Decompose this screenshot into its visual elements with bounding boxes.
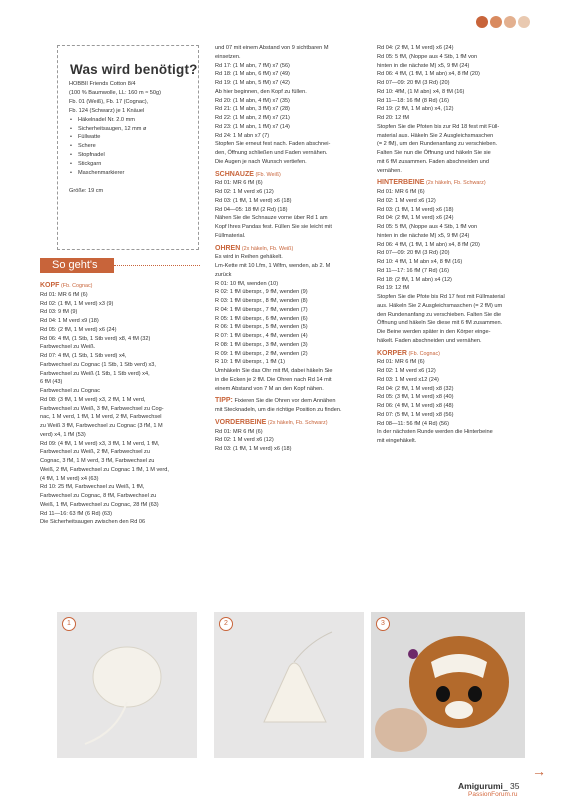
instruction-line: Öffnung und häkeln Sie diese mit 6 fM zusammen. bbox=[377, 320, 503, 327]
instruction-line: hinten in die nächste M) x5, 9 fM (24) bbox=[377, 62, 470, 69]
tip-continued: mit Stecknadeln, um die richtige Position zu finden. bbox=[215, 407, 342, 413]
photo-step-2 bbox=[214, 612, 364, 758]
instruction-line: Rd 21: (1 M abn, 3 fM) x7 (28) bbox=[215, 106, 290, 113]
instruction-line: Rd 01: MR 6 fM (6) bbox=[215, 428, 263, 435]
instruction-line: (= 2 fM), um den Rundenanfang zu verschieben. bbox=[377, 141, 498, 148]
materials-item: • Schere bbox=[78, 142, 199, 151]
size-note: Größe: 19 cm bbox=[69, 187, 104, 194]
instruction-line: Rd 02: (1 fM, 1 M verd) x3 (9) bbox=[40, 300, 114, 307]
instruction-line: Rd 04—05: 18 fM (2 Rd) (18) bbox=[215, 206, 288, 213]
instruction-line: Die Augen je nach Wunsch vertiefen. bbox=[215, 158, 307, 165]
instruction-line: Rd 24: 1 M abn x7 (7) bbox=[215, 132, 270, 139]
instruction-line: Farbwechsel zu Weiß, 3 fM, Farbwechsel zu Cog- bbox=[40, 405, 164, 412]
instruction-line: Rd 10: 25 fM, Farbwechsel zu Weiß, 1 fM, bbox=[40, 484, 145, 491]
instruction-line: den Rundenanfang zu verschieben. Falten Sie die bbox=[377, 311, 502, 318]
page-footer: Amigurumi_ 35 bbox=[458, 781, 520, 791]
instruction-line: vernähen. bbox=[377, 167, 402, 174]
instruction-line: den, Öffnung schließen und Faden vernähen. bbox=[215, 150, 328, 156]
instruction-line: R 07: 1 fM überspr., 4 fM, wenden (4) bbox=[215, 333, 308, 339]
instruction-line: Rd 04: (2 fM, 1 M verd) x6 (24) bbox=[377, 45, 454, 51]
instruction-line: zu Weiß 3 fM, Farbwechsel zu Cognac (3 fM, 1 M bbox=[40, 423, 163, 429]
tip: TIPP: Fixieren Sie die Ohren vor dem Annähen bbox=[215, 397, 336, 405]
instruction-line: Rd 02: 1 M verd x6 (12) bbox=[215, 437, 274, 444]
instruction-line: Rd 01: MR 6 fM (6) bbox=[40, 291, 88, 298]
instruction-line: Rd 10: 4 fM, 1 M abn x4, 8 fM (16) bbox=[377, 259, 463, 265]
instruction-line: aus. Häkeln Sie 2 Ausgleichsmaschen (= 2 fM) um bbox=[377, 302, 503, 309]
instruction-line: Rd 06: (4 fM, 1 M verd) x8 (48) bbox=[377, 403, 454, 409]
instruction-line: nac, 1 M verd, 1 fM, 1 M verd, 2 fM, Farbwechsel bbox=[40, 414, 162, 421]
instruction-line: Nähen Sie die Schnauze vorne über Rd 1 am bbox=[215, 215, 328, 222]
column-kopf bbox=[40, 282, 200, 527]
instruction-line: Rd 22: (1 M abn, 2 fM) x7 (21) bbox=[215, 115, 290, 121]
instruction-line: Die Beine werden später in den Körper einge- bbox=[377, 329, 491, 335]
photo-number: 2 bbox=[219, 617, 233, 631]
instruction-line: Umhäkeln Sie das Ohr mit fM, dabei häkeln Sie bbox=[215, 368, 333, 374]
instruction-line: Rd 11—16: 63 fM (6 Rd) (63) bbox=[40, 510, 113, 517]
materials-line: Fb. 124 (Schwarz) je 1 Knäuel bbox=[69, 107, 145, 114]
instruction-line: einsetzen. bbox=[215, 53, 241, 60]
instruction-line: Cognac, 3 fM, 1 M verd, 3 fM, Farbwechsel zu bbox=[40, 458, 155, 464]
instruction-line: Rd 04: (2 fM, 1 M verd) x6 (24) bbox=[377, 215, 454, 222]
instruction-line: Ab hier beginnen, den Kopf zu füllen. bbox=[215, 88, 307, 95]
materials-item: • Maschenmarkierer bbox=[78, 169, 199, 178]
column-middle bbox=[215, 44, 365, 454]
instruction-line: R 04: 1 fM überspr., 7 fM, wenden (7) bbox=[215, 306, 308, 313]
column-right bbox=[377, 44, 527, 446]
instruction-line: in die Ecken je 2 fM. Die Ohren nach Rd 14 mit bbox=[215, 376, 332, 383]
instruction-line: Rd 17: (1 M abn, 7 fM) x7 (56) bbox=[215, 62, 290, 69]
crochet-head-illustration bbox=[371, 612, 525, 758]
section-heading-ohren: OHREN (2x häkeln, Fb. Weiß) bbox=[215, 244, 294, 252]
instruction-line: Rd 19: (2 fM, 1 M abn) x4, (12) bbox=[377, 106, 454, 113]
instruction-line: Rd 01: MR 6 fM (6) bbox=[377, 189, 425, 195]
instruction-line: R 02: 1 fM überspr., 9 fM, wenden (9) bbox=[215, 289, 308, 296]
instruction-line: Rd 18: (1 M abn, 6 fM) x7 (49) bbox=[215, 71, 290, 78]
instruction-line: Rd 23: (1 M abn, 1 fM) x7 (14) bbox=[215, 123, 290, 130]
instruction-line: Rd 20: 12 fM bbox=[377, 115, 410, 121]
instruction-line: Rd 07: 4 fM, (1 Stb, 1 Stb verd) x4, bbox=[40, 353, 127, 359]
instruction-line: In der nächsten Runde werden die Hinterbeine bbox=[377, 429, 493, 436]
instruction-line: Stopfen Sie die Pfote bis Rd 17 fest mit Füllmaterial bbox=[377, 294, 505, 300]
instruction-line: Farbwechsel zu Cognac bbox=[40, 388, 101, 394]
materials-item: • Stopfnadel bbox=[78, 151, 199, 160]
instruction-line: Rd 04: (2 fM, 1 M verd) x8 (32) bbox=[377, 385, 454, 392]
section-heading-schnauze: SCHNAUZE (Fb. Weiß) bbox=[215, 170, 281, 178]
photo-number: 3 bbox=[376, 617, 390, 631]
instruction-line: einem Abstand von 7 M an den Kopf nähen. bbox=[215, 385, 324, 392]
instruction-line: Farbwechsel zu Weiß. bbox=[40, 344, 96, 351]
photo-number: 1 bbox=[62, 617, 76, 631]
corner-page-markers bbox=[476, 16, 530, 28]
instruction-line: Rd 06: 4 fM, (1 fM, 1 M abn) x4, 8 fM (20) bbox=[377, 71, 480, 78]
materials-item: • Sicherheitsaugen, 12 mm ø bbox=[78, 125, 199, 134]
instruction-line: (4 fM, 1 M verd) x4 (63) bbox=[40, 475, 99, 482]
instruction-line: mit 6 fM zusammen. Faden abschneiden und bbox=[377, 158, 489, 165]
instruction-line: Rd 05: 5 fM, (Noppe aus 4 Stb, 1 fM von bbox=[377, 53, 478, 60]
instruction-line: Rd 04: 1 M verd x9 (18) bbox=[40, 318, 99, 324]
instruction-line: Weiß, 2 fM, Farbwechsel zu Cognac 1 fM, 1 M verd, bbox=[40, 466, 169, 473]
instruction-line: Rd 08: (3 fM, 1 M verd) x3, 2 fM, 1 M verd, bbox=[40, 396, 146, 403]
instruction-line: Rd 01: MR 6 fM (6) bbox=[215, 180, 263, 187]
crochet-ear-illustration bbox=[214, 612, 364, 758]
instruction-line: Rd 03: 9 fM (9) bbox=[40, 309, 78, 316]
instruction-line: Rd 06: 4 fM, (1 fM, 1 M abn) x4, 8 fM (20) bbox=[377, 241, 480, 248]
banner-rule bbox=[114, 265, 200, 266]
section-heading-koerper: KÖRPER (Fb. Cognac) bbox=[377, 349, 440, 357]
instruction-line: Rd 06: 4 fM, (1 Stb, 1 Stb verd) x8, 4 fM (32) bbox=[40, 335, 151, 342]
instruction-line: Stopfen Sie die Pfoten bis zur Rd 18 fest mit Füll- bbox=[377, 123, 500, 130]
section-banner: So geht's bbox=[40, 258, 114, 273]
instruction-line: R 01: 10 fM, wenden (10) bbox=[215, 280, 279, 287]
instruction-line: zurück bbox=[215, 271, 232, 278]
instruction-line: Farbwechsel zu Cognac, 8 fM, Farbwechsel zu bbox=[40, 493, 157, 499]
crochet-circle-illustration bbox=[57, 612, 197, 758]
instruction-line: Rd 07—09: 20 fM (3 Rd) (20) bbox=[377, 80, 450, 86]
instruction-line: Rd 02: 1 M verd x6 (12) bbox=[377, 368, 436, 374]
instruction-line: häkelt. Faden abschneiden und vernähen. bbox=[377, 337, 482, 344]
materials-title: Was wird benötigt? bbox=[70, 62, 198, 77]
instruction-line: Farbwechsel zu Cognac (1 Stb, 1 Stb verd) x3, bbox=[40, 361, 156, 368]
instruction-line: Rd 02: 1 M verd x6 (12) bbox=[377, 197, 436, 204]
instruction-line: Rd 03: (1 fM, 1 M verd) x6 (18) bbox=[215, 446, 292, 452]
instruction-line: hinten in die nächste M) x5, 9 fM (24) bbox=[377, 232, 470, 239]
instruction-line: Weiß, 1 fM, Farbwechsel zu Cognac, 28 fM (63) bbox=[40, 501, 159, 508]
instruction-line: 6 fM (43) bbox=[40, 379, 63, 386]
instruction-line: Rd 11—17: 16 fM (7 Rd) (16) bbox=[377, 267, 450, 274]
materials-item: • Füllwatte bbox=[78, 133, 199, 142]
materials-line: (100 % Baumwolle, LL: 160 m ≈ 50g) bbox=[69, 89, 161, 96]
instruction-line: Rd 05: 5 fM, (Noppe aus 4 Stb, 1 fM von bbox=[377, 224, 478, 230]
instruction-line: R 06: 1 fM überspr., 5 fM, wenden (5) bbox=[215, 324, 308, 331]
instruction-line: Farbwechsel zu Weiß (1 Stb, 1 Stb verd) x4, bbox=[40, 370, 150, 377]
instruction-line: Rd 05: (2 fM, 1 M verd) x6 (24) bbox=[40, 326, 117, 333]
instruction-line: Rd 18: (2 fM, 1 M abn) x4 (12) bbox=[377, 276, 452, 283]
instruction-line: R 09: 1 fM überspr., 2 fM, wenden (2) bbox=[215, 350, 308, 357]
instruction-line: Rd 10: 4fM, (1 M abn) x4, 8 fM (16) bbox=[377, 88, 465, 95]
instruction-line: mit eingehäkelt. bbox=[377, 438, 417, 444]
instruction-line: Rd 19: (1 M abn, 5 fM) x7 (42) bbox=[215, 80, 290, 86]
instruction-line: Rd 07: (5 fM, 1 M verd) x8 (56) bbox=[377, 411, 454, 418]
instruction-line: Rd 03: (1 fM, 1 M verd) x6 (18) bbox=[215, 197, 292, 204]
instruction-line: Lm-Kette mit 10 Lfm, 1 Wlfm, wenden, ab 2. M bbox=[215, 263, 331, 269]
materials-item: • Stickgarn bbox=[78, 160, 199, 169]
instruction-line: Rd 08—11: 56 fM (4 Rd) (56) bbox=[377, 420, 450, 427]
photo-step-3 bbox=[371, 612, 525, 758]
instruction-line: Farbwechsel zu Weiß, 2 fM, Farbwechsel zu bbox=[40, 449, 150, 456]
photo-step-1 bbox=[57, 612, 197, 758]
materials-line: Fb. 01 (Weiß), Fb. 17 (Cognac), bbox=[69, 98, 149, 105]
section-heading-kopf: KOPF (Fb. Cognac) bbox=[40, 282, 93, 289]
instruction-line: R 10: 1 fM überspr., 1 fM (1) bbox=[215, 359, 285, 366]
instruction-line: R 03: 1 fM überspr., 8 fM, wenden (8) bbox=[215, 298, 308, 304]
instruction-line: Die Sicherheitsaugen zwischen den Rd 06 bbox=[40, 519, 146, 526]
instruction-line: Rd 07—09: 20 fM (3 Rd) (20) bbox=[377, 250, 450, 257]
section-heading-hinterbeine: HINTERBEINE (2x häkeln, Fb. Schwarz) bbox=[377, 179, 486, 187]
instruction-line: Rd 03: (1 fM, 1 M verd) x6 (18) bbox=[377, 206, 454, 213]
materials-item: • Häkelnadel Nr. 2.0 mm bbox=[78, 116, 199, 125]
materials-line: HOBBII Friends Cotton 8/4 bbox=[69, 81, 136, 87]
instruction-line: R 05: 1 fM überspr., 6 fM, wenden (6) bbox=[215, 315, 308, 322]
instruction-line: R 08: 1 fM überspr., 3 fM, wenden (3) bbox=[215, 341, 308, 348]
instruction-line: Rd 09: (4 fM, 1 M verd) x3, 3 fM, 1 M verd, 1 fM, bbox=[40, 440, 160, 447]
instruction-line: Füllmaterial. bbox=[215, 232, 246, 239]
instruction-line: verd) x4, 1 fM (53) bbox=[40, 431, 86, 438]
instruction-line: und 07 mit einem Abstand von 9 sichtbaren M bbox=[215, 45, 329, 51]
kopf-instructions bbox=[40, 291, 200, 527]
instruction-line: Rd 02: 1 M verd x6 (12) bbox=[215, 189, 274, 195]
continue-arrow-icon: → bbox=[532, 763, 546, 779]
instruction-line: Es wird in Reihen gehäkelt. bbox=[215, 254, 283, 261]
materials-body bbox=[69, 80, 199, 196]
materials-list bbox=[69, 116, 199, 178]
instruction-line: Rd 11—18: 16 fM (8 Rd) (16) bbox=[377, 97, 450, 104]
instruction-line: Falten Sie nun die Öffnung und häkeln Sie sie bbox=[377, 150, 491, 156]
section-heading-vorderbeine: VORDERBEINE (2x häkeln, Fb. Schwarz) bbox=[215, 418, 328, 426]
instruction-line: Rd 01: MR 6 fM (6) bbox=[377, 359, 425, 366]
instruction-line: Rd 05: (3 fM, 1 M verd) x8 (40) bbox=[377, 394, 454, 401]
watermark: PassionForum.ru bbox=[468, 791, 518, 798]
instruction-line: Stopfen Sie erneut fest nach. Faden abschnei- bbox=[215, 141, 331, 148]
instruction-line: Rd 03: 1 M verd x12 (24) bbox=[377, 376, 439, 383]
instruction-line: Kopf Ihres Pandas fest. Füllen Sie sie leicht mit bbox=[215, 224, 332, 230]
instruction-line: material aus. Häkeln Sie 2 Ausgleichsmaschen bbox=[377, 132, 494, 139]
instruction-line: Rd 19: 12 fM bbox=[377, 285, 410, 292]
instruction-line: Rd 20: (1 M abn, 4 fM) x7 (35) bbox=[215, 97, 290, 104]
